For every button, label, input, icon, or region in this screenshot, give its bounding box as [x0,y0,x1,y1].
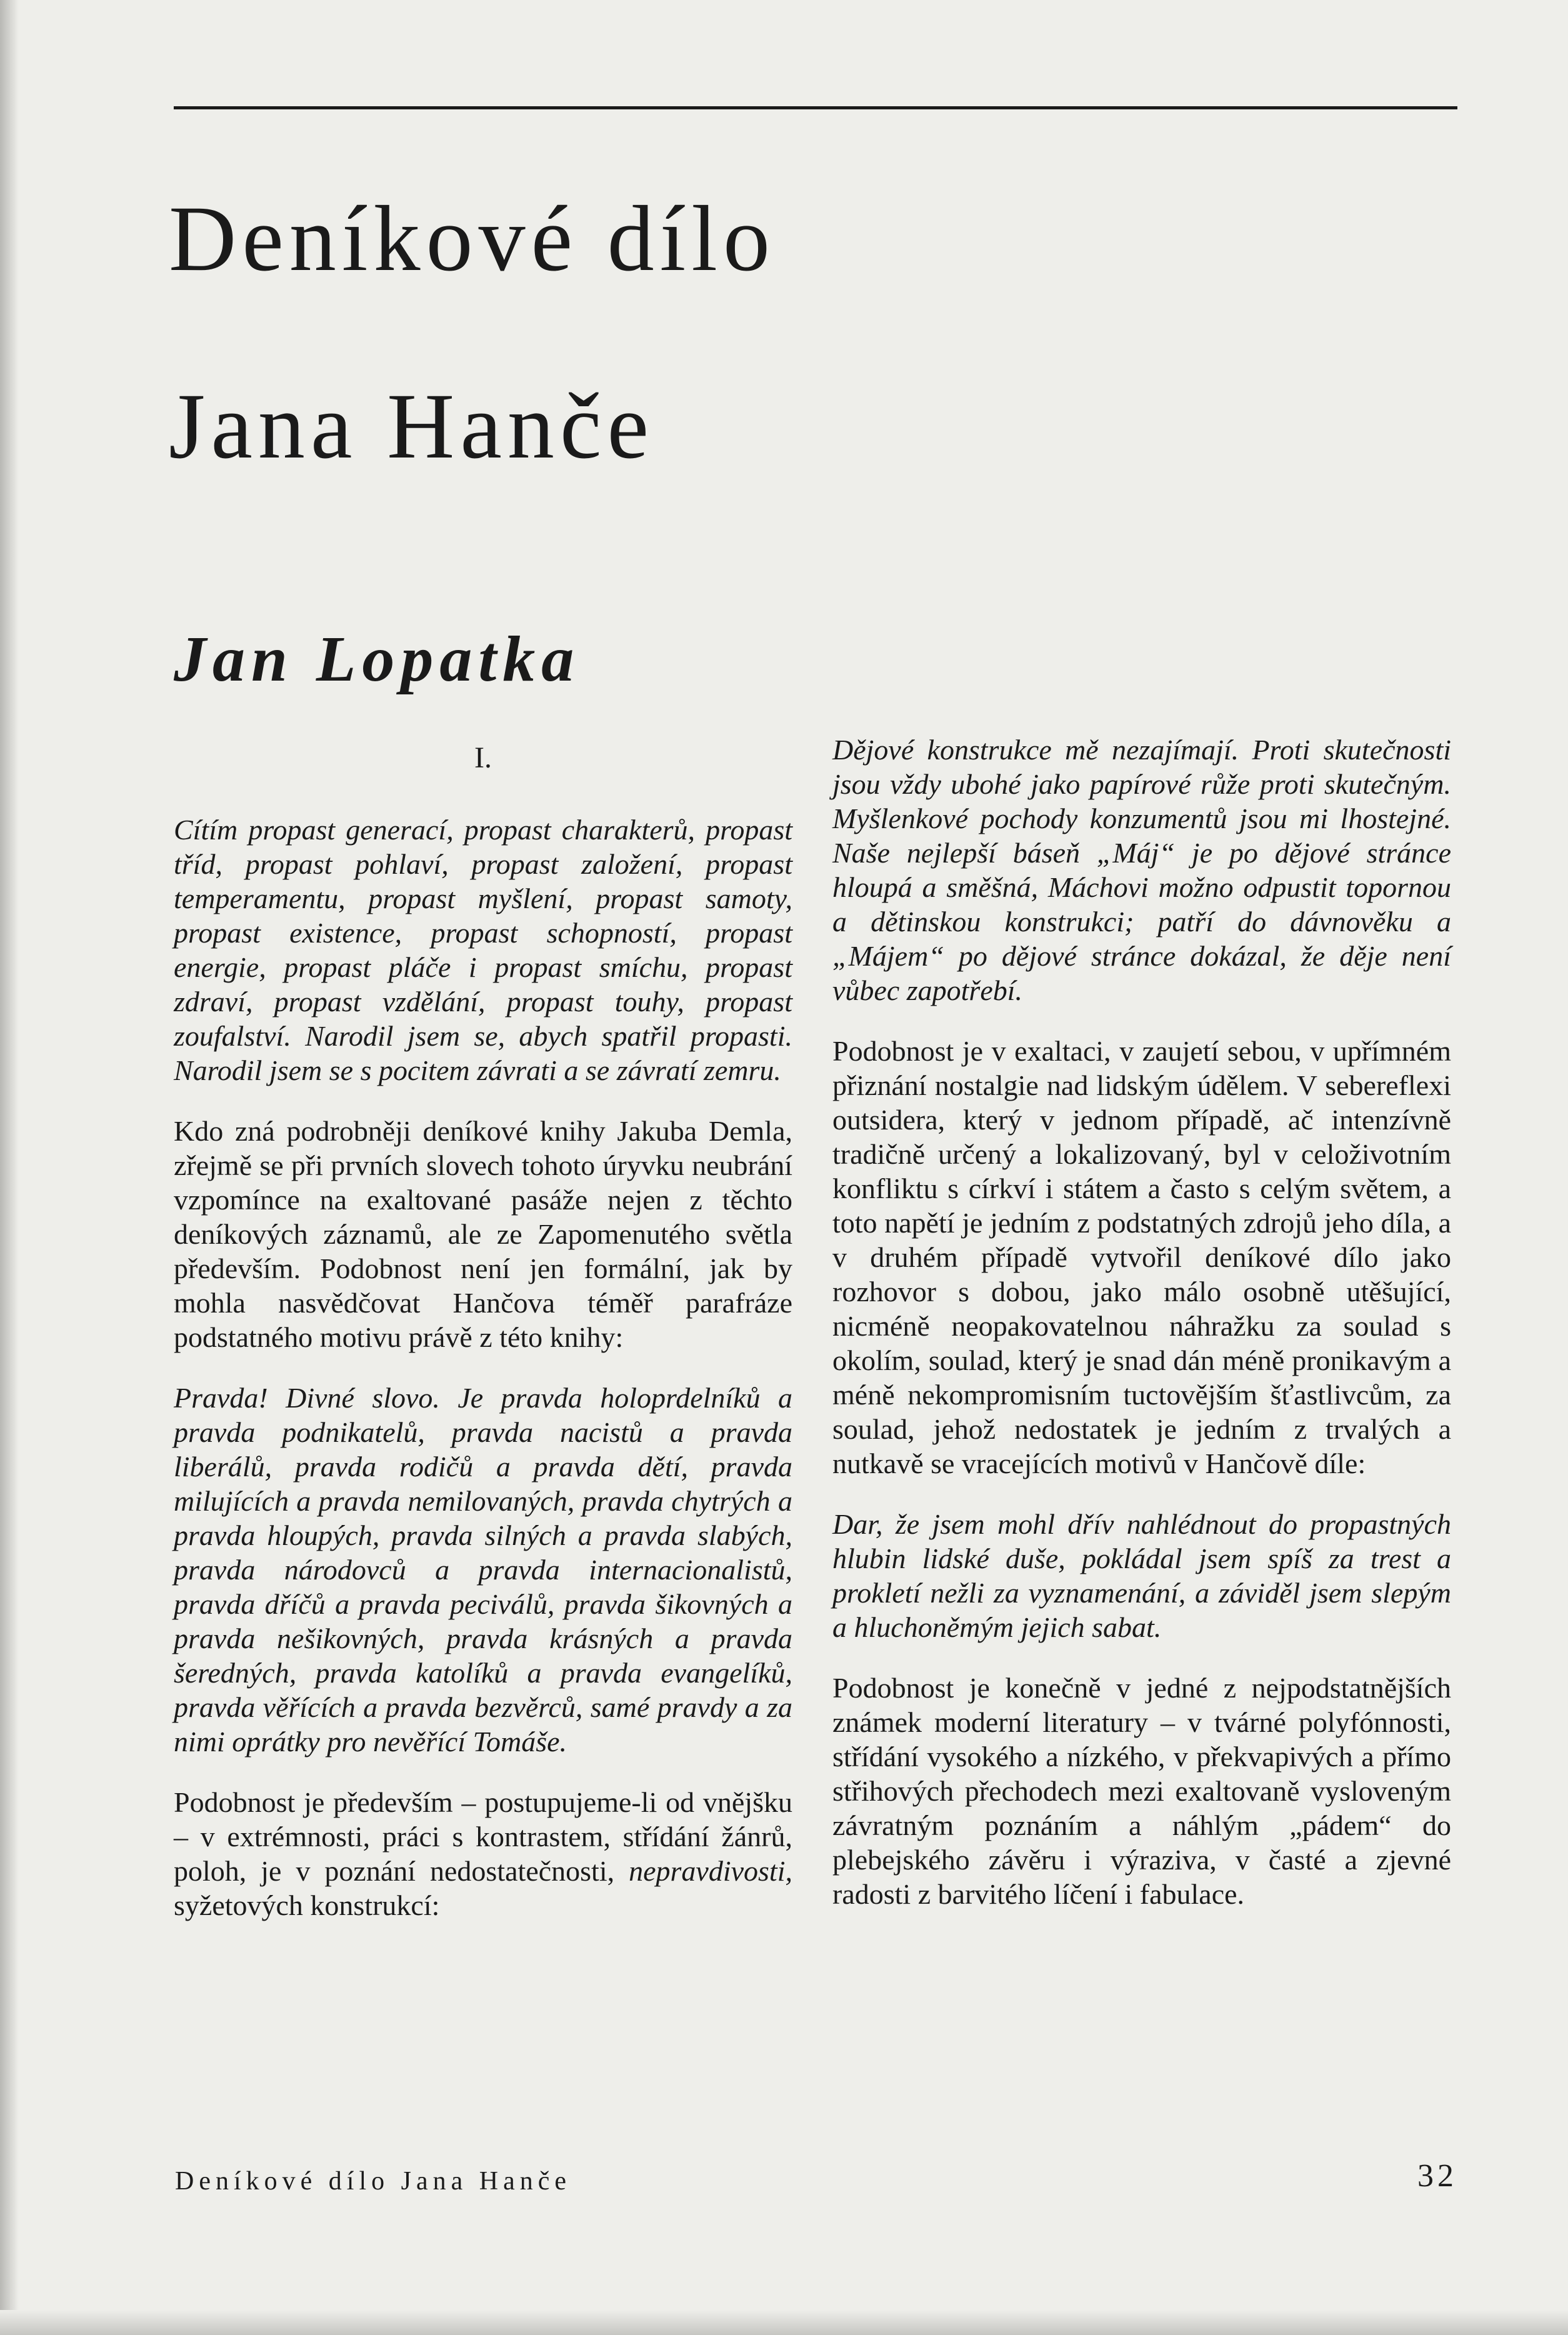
body-paragraph: Podobnost je konečně v jedné z nejpodstatnějších známek moderní literatury – v tvárné polyfónnosti, střídání vysokého a nízkého, v překvapivých a přímo střihových přechodech mezi exaltovaně vysloveným závratným poznáním a náhlým „pádem“ do plebejského závěru i výraziva, v časté a zjevné radosti z barvitého líčení i fabulace. [832,1672,1451,1910]
quote-paragraph: Dar, že jsem mohl dřív nahlédnout do propastných hlubin lidské duše, pokládal jsem spíš za trest a prokletí nežli za vyznamenání, a záviděl jsem slepým a hluchoněmým jejich sabat. [832,1508,1451,1643]
article-title-line-2: Jana Hanče [169,374,655,478]
running-title: Deníkové dílo Jana Hanče [175,2167,572,2196]
scan-shadow-left [0,0,19,2335]
quote-paragraph: Cítím propast generací, propast charakterů, propast tříd, propast pohlaví, propast založení, propast temperamentu, propast myšlení, propast samoty, propast existence, propast schopností, propast energie, propast pláče i propast smíchu, propast zdraví, propast vzdělání, propast touhy, propast zoufalství. Narodil jsem se, abych spatřil propasti. Narodil jsem se s pocitem závrati a se závratí zemru. [174,814,792,1086]
body-text: syžetových konstrukcí: [174,1889,440,1921]
article-title [169,145,1169,520]
quote-paragraph: Pravda! Divné slovo. Je pravda holoprdelníků a pravda podnikatelů, pravda nacistů a pravda liberálů, pravda rodičů a pravda dětí, pravda milujících a pravda nemilovaných, pravda chytrých a pravda hloupých, pravda silných a pravda slabých, pravda národovců a pravda internacionalistů, pravda dříčů a pravda peciválů, pravda šikovných a pravda nešikovných, pravda krásných a pravda šeredných, pravda katolíků a pravda evangelíků, pravda věřících a pravda bezvěrců, samé pravdy a za nimi oprátky pro nevěřící Tomáše. [174,1382,792,1758]
body-paragraph: Podobnost je v exaltaci, v zaujetí sebou, v upřímném přiznání nostalgie nad lidským údělem. V sebereflexi outsidera, který v jednom případě, ač intenzívně tradičně určený a lokalizovaný, byl v celoživotním konfliktu s církví i státem a často s celým světem, a toto napětí je jedním z podstatných zdrojů jeho díla, a v druhém případě vytvořil deníkové dílo jako rozhovor s dobou, jako málo osobně utěšující, nicméně neopakovatelnou náhražku za soulad s okolím, soulad, který je snad dán méně pronikavým a méně nekompromisním tuctovějším šťastlivcům, za soulad, jehož nedostatek je jedním z trvalých a nutkavě se vracejících motivů v Hančově díle: [832,1035,1451,1479]
top-rule [174,106,1457,109]
body-paragraph: Kdo zná podrobněji deníkové knihy Jakuba Demla, zřejmě se při prvních slovech tohoto úryvku neubrání vzpomínce na exaltované pasáže nejen z těchto deníkových záznamů, ale ze Zapomenutého světla především. Podobnost není jen formální, jak by mohla nasvědčovat Hančova téměř parafráze podstatného motivu právě z této knihy: [174,1115,792,1353]
body-paragraph [174,1785,792,1922]
author-name: Jan Lopatka [174,623,581,695]
emphasis-text: nepravdivosti, [629,1855,792,1887]
body-text: Podobnost je především – postupujeme-li od vnějšku – v extrémnosti, práci s kontrastem, střídání žánrů, poloh, je v poznání nedostatečnosti, [174,1786,792,1887]
quote-paragraph: Dějové konstrukce mě nezajímají. Proti skutečnosti jsou vždy ubohé jako papírové růže proti skutečným. Myšlenkové pochody konzumentů jsou mi lhostejné. Naše nejlepší báseň „Máj“ je po dějové stránce hloupá a směšná, Máchovi možno odpustit topornou a dětinskou konstrukci; patří do dávnověku a „Májem“ po dějové stránce dokázal, že děje není vůbec zapotřebí. [832,734,1451,1006]
text-column-right [832,732,1451,1938]
page-number: 32 [1417,2158,1457,2194]
section-number: I. [474,741,492,774]
text-column-left [174,741,792,1949]
article-title-line-1: Deníkové dílo [169,187,776,291]
scan-shadow-bottom [0,2310,1568,2335]
